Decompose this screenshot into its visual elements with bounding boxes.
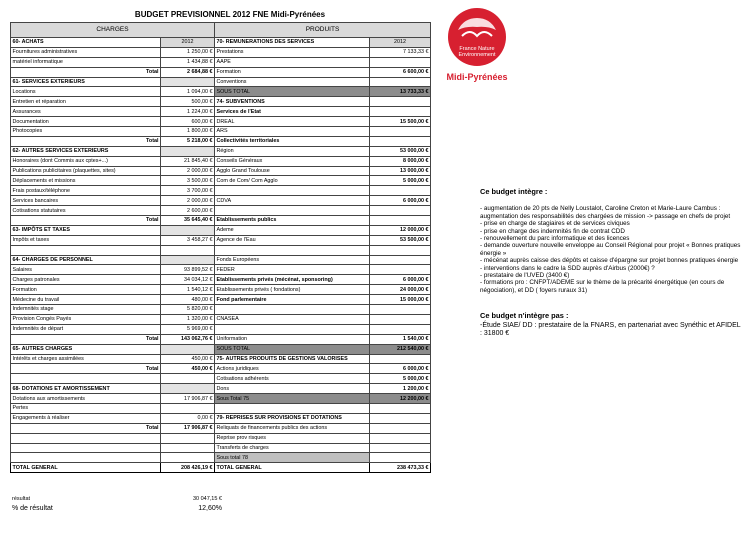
produits-label-cell: Région (215, 146, 370, 156)
table-row (11, 334, 431, 344)
produits-value-cell: 24 000,00 € (370, 285, 431, 295)
produits-label-cell: Etablissements publics (215, 216, 370, 226)
produits-label-cell: ARS (215, 127, 370, 137)
charges-value-cell: 1 320,00 € (161, 314, 215, 324)
table-row (11, 364, 431, 374)
table-row (11, 394, 431, 404)
table-row (11, 433, 431, 443)
produits-value-cell: 6 000,00 € (370, 364, 431, 374)
charges-value-cell: 480,00 € (161, 295, 215, 305)
produits-value-cell: 13 733,33 € (370, 87, 431, 97)
produits-value-cell: 15 000,00 € (370, 295, 431, 305)
produits-label-cell: SOUS TOTAL (215, 87, 370, 97)
charges-label-cell: Indemnités stage (11, 305, 161, 315)
table-row (11, 47, 431, 57)
produits-value-cell (370, 265, 431, 275)
charges-label-cell: Pertes (11, 403, 161, 413)
logo-line1: France Nature (459, 46, 495, 52)
produits-value-cell: 53 500,00 € (370, 235, 431, 245)
charges-label-cell: 62- AUTRES SERVICES EXTERIEURS (11, 146, 161, 156)
note-item: - interventions dans le cadre la SDD auprès d'Airbus (2000€) ? (480, 264, 655, 272)
produits-label-cell (215, 186, 370, 196)
produits-label-cell: Fonds Européens (215, 255, 370, 265)
charges-value-cell (161, 443, 215, 453)
produits-label-cell: CDVA (215, 196, 370, 206)
produits-label-cell: DREAL (215, 117, 370, 127)
charges-label-cell: Total (11, 423, 161, 433)
charges-value-cell: 600,00 € (161, 117, 215, 127)
produits-value-cell: 238 473,33 € (370, 463, 431, 473)
table-row (11, 87, 431, 97)
charges-value-cell: 450,00 € (161, 354, 215, 364)
charges-label-cell (11, 443, 161, 453)
produits-value-cell: 1 200,00 € (370, 384, 431, 394)
table-row (11, 463, 431, 473)
produits-label-cell: Etablissements privés ( fondations) (215, 285, 370, 295)
produits-value-cell: 6 600,00 € (370, 67, 431, 77)
produits-value-cell (370, 354, 431, 364)
produits-value-cell: 6 000,00 € (370, 275, 431, 285)
produits-label-cell (215, 206, 370, 216)
table-row (11, 186, 431, 196)
charges-value-cell: 2012 (161, 38, 215, 48)
produits-value-cell: 5 000,00 € (370, 176, 431, 186)
charges-value-cell (161, 433, 215, 443)
charges-label-cell: Locations (11, 87, 161, 97)
note-item: - prise en charge de stagiaires et de services civiques (480, 220, 630, 228)
charges-value-cell: 1 540,12 € (161, 285, 215, 295)
produits-value-cell (370, 443, 431, 453)
produits-label-cell (215, 305, 370, 315)
notes-heading-non-integre: Ce budget n'intègre pas : (480, 311, 569, 321)
table-row (11, 235, 431, 245)
table-row (11, 324, 431, 334)
produits-value-cell: 15 500,00 € (370, 117, 431, 127)
table-row (11, 107, 431, 117)
charges-label-cell: Total (11, 216, 161, 226)
produits-value-cell (370, 136, 431, 146)
produits-label-cell: SOUS TOTAL (215, 344, 370, 354)
charges-value-cell (161, 374, 215, 384)
charges-label-cell: matériel informatique (11, 57, 161, 67)
charges-value-cell: 500,00 € (161, 97, 215, 107)
produits-value-cell (370, 403, 431, 413)
produits-label-cell: 75- AUTRES PRODUITS DE GESTIONS VALORISES (215, 354, 370, 364)
table-row (11, 176, 431, 186)
note-item: - prestataire de l'UVED (3400 €) (480, 272, 570, 280)
table-row (11, 265, 431, 275)
charges-label-cell: Assurances (11, 107, 161, 117)
table-row (11, 245, 431, 255)
charges-label-cell: Intérêts et charges assimilées (11, 354, 161, 364)
produits-label-cell: Com de Com/ Com Agglo (215, 176, 370, 186)
charges-value-cell: 5 969,00 € (161, 324, 215, 334)
produits-label-cell: Actions juridiques (215, 364, 370, 374)
produits-value-cell (370, 245, 431, 255)
produits-label-cell: Transferts de charges (215, 443, 370, 453)
table-row (11, 354, 431, 364)
produits-label-cell: Agglo Grand Toulouse (215, 166, 370, 176)
charges-value-cell: 35 645,40 € (161, 216, 215, 226)
produits-value-cell: 12 000,00 € (370, 225, 431, 235)
charges-label-cell: 60- ACHATS (11, 38, 161, 48)
produits-label-cell (215, 324, 370, 334)
produits-value-cell (370, 216, 431, 226)
charges-value-cell: 17 906,87 € (161, 423, 215, 433)
charges-value-cell: 1 434,88 € (161, 57, 215, 67)
charges-label-cell: Salaires (11, 265, 161, 275)
charges-value-cell: 450,00 € (161, 364, 215, 374)
charges-label-cell: Honoraires (dont Commis aux cptes+...) (11, 156, 161, 166)
logo-line2: Environnement (458, 52, 496, 58)
charges-value-cell: 5 218,00 € (161, 136, 215, 146)
charges-value-cell (161, 344, 215, 354)
produits-value-cell: 5 000,00 € (370, 374, 431, 384)
produits-label-cell: Ademe (215, 225, 370, 235)
charges-value-cell: 2 000,00 € (161, 166, 215, 176)
charges-value-cell (161, 384, 215, 394)
table-row (11, 344, 431, 354)
produits-label-cell: Etablissements privés (mécénat, sponsoring) (215, 275, 370, 285)
table-row (11, 285, 431, 295)
charges-label-cell: Impôts et taxes (11, 235, 161, 245)
note-item: - formations pro : CNFPT/ADEME sur le thème de la précarité énergétique (en cours de négociation), et DD ( foyers ruraux 31) (480, 279, 725, 294)
produits-value-cell (370, 314, 431, 324)
produits-value-cell: 8 000,00 € (370, 156, 431, 166)
notes-heading-integre: Ce budget intègre : (480, 187, 548, 196)
charges-label-cell: Cotisations statutaires (11, 206, 161, 216)
charges-value-cell: 21 845,40 € (161, 156, 215, 166)
charges-value-cell: 143 062,76 € (161, 334, 215, 344)
charges-value-cell: 17 906,87 € (161, 394, 215, 404)
table-row (11, 77, 431, 87)
note-item: - renouvellement du parc informatique et des licences (480, 235, 630, 243)
produits-value-cell: 13 000,00 € (370, 166, 431, 176)
table-row (11, 423, 431, 433)
charges-label-cell: Total (11, 334, 161, 344)
charges-value-cell: 3 500,00 € (161, 176, 215, 186)
charges-label-cell: Frais postaux/téléphone (11, 186, 161, 196)
charges-label-cell: Dotations aux amortissements (11, 394, 161, 404)
produits-value-cell: 6 000,00 € (370, 196, 431, 206)
produits-label-cell: Reliquats de financements publics des actions (215, 423, 370, 433)
result-pct-value: 12,60% (198, 505, 222, 512)
produits-label-cell: Formation (215, 67, 370, 77)
charges-label-cell: Publications publicitaires (plaquettes, sites) (11, 166, 161, 176)
charges-label-cell: Total (11, 136, 161, 146)
table-row (11, 403, 431, 413)
charges-value-cell: 3 700,00 € (161, 186, 215, 196)
produits-label-cell: Conventions (215, 77, 370, 87)
produits-value-cell (370, 57, 431, 67)
produits-label-cell: 79- REPRISES SUR PROVISIONS ET DOTATIONS (215, 413, 370, 423)
table-row (11, 196, 431, 206)
table-row (11, 384, 431, 394)
table-row (11, 97, 431, 107)
produits-label-cell: CNASEA (215, 314, 370, 324)
charges-label-cell: Engagements à réaliser (11, 413, 161, 423)
produits-label-cell: Prestations (215, 47, 370, 57)
table-row (11, 166, 431, 176)
charges-label-cell: Indemnités de départ (11, 324, 161, 334)
note-item: -Étude SIAE/ DD : prestataire de la FNARS, en partenariat avec Synéthic et AFIDEL : 31800 € (480, 321, 741, 337)
charges-label-cell: Total (11, 67, 161, 77)
produits-label-cell: Collectivités territoriales (215, 136, 370, 146)
produits-label-cell: Conseils Généraux (215, 156, 370, 166)
charges-label-cell: Fournitures administratives (11, 47, 161, 57)
charges-label-cell: Charges patronales (11, 275, 161, 285)
produits-value-cell (370, 423, 431, 433)
produits-value-cell (370, 97, 431, 107)
table-row (11, 136, 431, 146)
produits-value-cell: 2012 (370, 38, 431, 48)
charges-value-cell: 93 899,52 € (161, 265, 215, 275)
produits-value-cell (370, 107, 431, 117)
table-row (11, 314, 431, 324)
table-row (11, 305, 431, 315)
charges-value-cell (161, 255, 215, 265)
table-row (11, 275, 431, 285)
charges-value-cell: 3 458,27 € (161, 235, 215, 245)
note-item: - augmentation de 20 pts de Nelly Loustalot, Caroline Creton et Marie-Laure Cambus : augmentation des responsabilités des chargées de mission -> passage en chefs de projet (480, 205, 731, 220)
notes-block (480, 188, 742, 338)
charges-value-cell (161, 77, 215, 87)
produits-value-cell: 53 000,00 € (370, 146, 431, 156)
produits-value-cell: 212 540,00 € (370, 344, 431, 354)
charges-value-cell: 2 684,88 € (161, 67, 215, 77)
table-row (11, 225, 431, 235)
result-block (12, 496, 222, 514)
produits-label-cell: 74- SUBVENTIONS (215, 97, 370, 107)
produits-label-cell: FEDER (215, 265, 370, 275)
produits-label-cell: Agence de l'Eau (215, 235, 370, 245)
charges-label-cell (11, 453, 161, 463)
produits-label-cell: 70- REMUNERATIONS DES SERVICES (215, 38, 370, 48)
charges-label-cell: Formation (11, 285, 161, 295)
produits-value-cell (370, 77, 431, 87)
table-row (11, 295, 431, 305)
table-row (11, 156, 431, 166)
charges-label-cell: Provision Congés Payés (11, 314, 161, 324)
charges-value-cell: 2 600,00 € (161, 206, 215, 216)
charges-value-cell (161, 245, 215, 255)
produits-value-cell: 1 540,00 € (370, 334, 431, 344)
charges-value-cell: 0,00 € (161, 413, 215, 423)
charges-value-cell: 1 800,00 € (161, 127, 215, 137)
produits-label-cell (215, 403, 370, 413)
charges-value-cell (161, 225, 215, 235)
produits-value-cell: 12 200,00 € (370, 394, 431, 404)
produits-label-cell: Sous Total 75 (215, 394, 370, 404)
charges-label-cell: 68- DOTATIONS ET AMORTISSEMENT (11, 384, 161, 394)
table-row (11, 255, 431, 265)
produits-header: PRODUITS (215, 23, 431, 38)
charges-value-cell: 208 426,19 € (161, 463, 215, 473)
charges-label-cell: 64- CHARGES DE PERSONNEL (11, 255, 161, 265)
produits-value-cell (370, 186, 431, 196)
charges-value-cell: 1 224,00 € (161, 107, 215, 117)
budget-table (10, 22, 431, 473)
charges-value-cell: 34 034,12 € (161, 275, 215, 285)
fne-logo (444, 6, 510, 88)
produits-value-cell (370, 305, 431, 315)
charges-value-cell: 5 820,00 € (161, 305, 215, 315)
charges-value-cell (161, 403, 215, 413)
charges-label-cell: Entretien et réparation (11, 97, 161, 107)
table-row (11, 67, 431, 77)
table-row (11, 413, 431, 423)
result-value: 30 047,15 € (192, 496, 222, 502)
table-row (11, 216, 431, 226)
charges-label-cell: Photocopies (11, 127, 161, 137)
note-item: - demande ouverture nouvelle enveloppe au Conseil Régional pour projet « Bonnes pratiques énergie » (480, 242, 741, 257)
table-row (11, 146, 431, 156)
result-pct-label: % de résultat (12, 505, 53, 512)
table-header-row (11, 23, 431, 38)
table-row (11, 374, 431, 384)
charges-label-cell: Total (11, 364, 161, 374)
table-row (11, 127, 431, 137)
charges-label-cell: 63- IMPÔTS ET TAXES (11, 225, 161, 235)
produits-value-cell: 7 133,33 € (370, 47, 431, 57)
produits-label-cell: AAPE (215, 57, 370, 67)
table-row (11, 453, 431, 463)
produits-value-cell (370, 206, 431, 216)
charges-value-cell (161, 453, 215, 463)
charges-value-cell: 2 000,00 € (161, 196, 215, 206)
produits-label-cell: Cotisations adhérents (215, 374, 370, 384)
table-row (11, 206, 431, 216)
notes-list-integre (480, 205, 742, 294)
charges-value-cell (161, 146, 215, 156)
table-row (11, 38, 431, 48)
produits-value-cell (370, 453, 431, 463)
charges-header: CHARGES (11, 23, 215, 38)
logo-region: Midi-Pyrénées (446, 72, 508, 82)
charges-label-cell: 61- SERVICES EXTERIEURS (11, 77, 161, 87)
produits-value-cell (370, 255, 431, 265)
produits-value-cell (370, 324, 431, 334)
charges-label-cell: 65- AUTRES CHARGES (11, 344, 161, 354)
note-item: - prise en charge des indemnités fin de contrat CDD (480, 227, 625, 235)
page-title: BUDGET PREVISIONNEL 2012 FNE Midi-Pyrénées (134, 10, 326, 19)
table-row (11, 57, 431, 67)
charges-value-cell: 1 094,00 € (161, 87, 215, 97)
table-row (11, 117, 431, 127)
charges-label-cell: Documentation (11, 117, 161, 127)
produits-value-cell (370, 127, 431, 137)
charges-label-cell: Déplacements et missions (11, 176, 161, 186)
note-item: - mécénat auprès caisse des dépôts et caisse d'épargne sur projet bonnes pratiques énergie (480, 257, 739, 265)
produits-label-cell: Dons (215, 384, 370, 394)
produits-value-cell (370, 433, 431, 443)
table-row (11, 443, 431, 453)
produits-value-cell (370, 413, 431, 423)
produits-label-cell: Services de l'Etat (215, 107, 370, 117)
produits-label-cell: Uniformation (215, 334, 370, 344)
result-label: résultat (12, 496, 31, 502)
charges-label-cell (11, 245, 161, 255)
produits-label-cell: Reprise prov risques (215, 433, 370, 443)
charges-value-cell: 1 250,00 € (161, 47, 215, 57)
notes-list-non-integre (480, 322, 742, 338)
charges-label-cell (11, 374, 161, 384)
charges-label-cell: Médecine du travail (11, 295, 161, 305)
fne-logo-icon (444, 6, 510, 88)
produits-label-cell (215, 245, 370, 255)
charges-label-cell: TOTAL GENERAL (11, 463, 161, 473)
produits-label-cell: TOTAL GENERAL (215, 463, 370, 473)
charges-label-cell (11, 433, 161, 443)
produits-label-cell: Sous total 78 (215, 453, 370, 463)
produits-label-cell: Fond parlementaire (215, 295, 370, 305)
charges-label-cell: Services bancaires (11, 196, 161, 206)
